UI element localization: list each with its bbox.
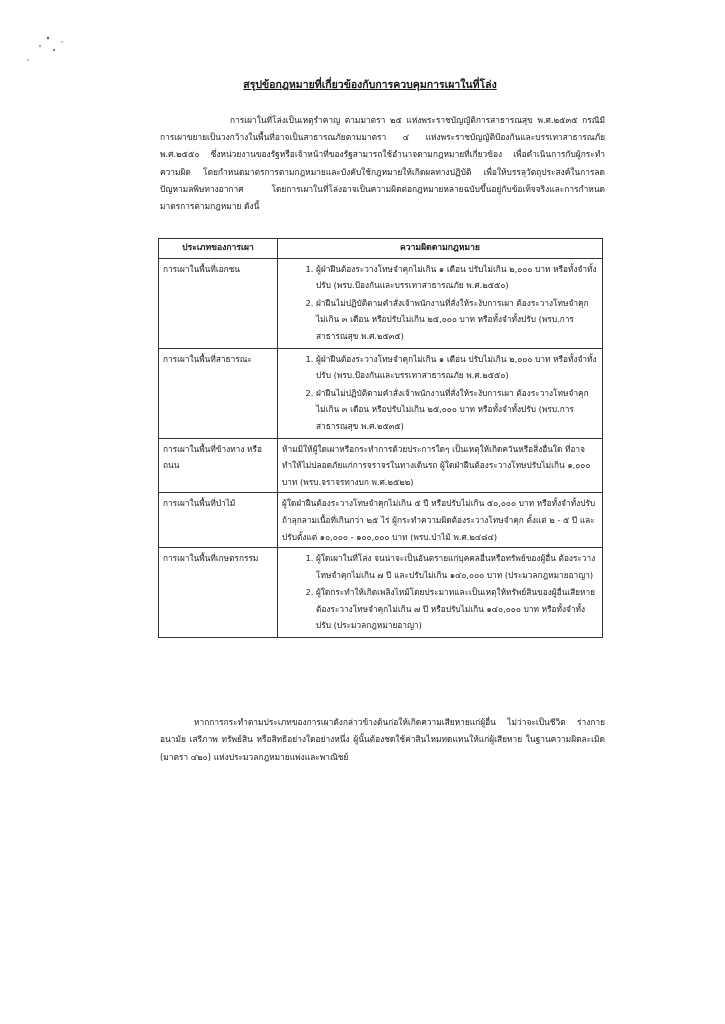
offense-cell: [278, 348, 603, 438]
table-row: [159, 348, 603, 438]
offense-cell: [278, 258, 603, 348]
offense-item: 1. ผู้ฝ่าฝืนต้องระวางโทษจำคุกไม่เกิน ๑ เดือน ปรับไม่เกิน ๒,๐๐๐ บาท หรือทั้งจำทั้งปรับ (พรบ.ป้องกันและบรรเทาสาธารณภัย พ.ศ.๒๕๕๐): [316, 351, 598, 384]
burning-type-cell: การเผาในพื้นที่เกษตรกรรม: [159, 548, 278, 638]
intro-paragraph: การเผาในที่โล่งเป็นเหตุรำคาญ ตามมาตรา ๒๕ แห่งพระราชบัญญัติการสาธารณสุข พ.ศ.๒๕๓๕ กรณีมีการเผาขยายเป็นวงกว้างในพื้นที่อาจเป็นสาธารณภัยตามมาตรา ๔ แห่งพระราชบัญญัติป้องกันและบรรเทาสาธารณภัย พ.ศ.๒๕๕๐ ซึ่งหน่วยงานของรัฐหรือเจ้าหน้าที่ของรัฐสามารถใช้อำนาจตามกฎหมายที่เกี่ยวข้อง เพื่อดำเนินการกับผู้กระทำความผิด โดยกำหนดมาตรการตามกฎหมายและบังคับใช้กฎหมายให้เกิดผลทางปฏิบัติ เพื่อให้บรรลุวัตถุประสงค์ในการลดปัญหามลพิษทางอากาศ โดยการเผาในที่โล่งอาจเป็นความผิดต่อกฎหมายหลายฉบับขึ้นอยู่กับข้อเท็จจริงและการกำหนดมาตรการตามกฎหมาย ดังนี้: [160, 115, 605, 212]
header-legal-offense: ความผิดตามกฎหมาย: [278, 239, 603, 259]
document-title: สรุปข้อกฎหมายที่เกี่ยวข้องกับการควบคุมการเผาในที่โล่ง: [243, 79, 497, 91]
offense-item: 2. ผู้ใดกระทำให้เกิดเพลิงไหม้โดยประมาทและเป็นเหตุให้ทรัพย์สินของผู้อื่นเสียหาย ต้องระวางโทษจำคุกไม่เกิน ๗ ปี หรือปรับไม่เกิน ๑๔๐,๐๐๐ บาท หรือทั้งจำทั้งปรับ (ประมวลกฎหมายอาญา): [316, 584, 598, 634]
burning-type-cell: การเผาในพื้นที่เอกชน: [159, 258, 278, 348]
table-row: [159, 548, 603, 638]
offense-item: 2. ฝ่าฝืนไม่ปฏิบัติตามคำสั่งเจ้าพนักงานที่สั่งให้ระงับการเผา ต้องระวางโทษจำคุกไม่เกิน ๓ เดือน หรือปรับไม่เกิน ๒๕,๐๐๐ บาท หรือทั้งจำทั้งปรับ (พรบ.การสาธารณสุข พ.ศ.๒๕๓๕): [316, 295, 598, 345]
burning-type-cell: การเผาในพื้นที่สาธารณะ: [159, 348, 278, 438]
table-row: [159, 438, 603, 493]
table-row: [159, 493, 603, 548]
offense-item: 1. ผู้ฝ่าฝืนต้องระวางโทษจำคุกไม่เกิน ๑ เดือน ปรับไม่เกิน ๒,๐๐๐ บาท หรือทั้งจำทั้งปรับ (พรบ.ป้องกันและบรรเทาสาธารณภัย พ.ศ.๒๕๕๐): [316, 261, 598, 294]
offense-item: 1. ผู้ใดเผาในที่โล่ง จนน่าจะเป็นอันตรายแก่บุคคลอื่นหรือทรัพย์ของผู้อื่น ต้องระวางโทษจำคุกไม่เกิน ๗ ปี และปรับไม่เกิน ๑๔๐,๐๐๐ บาท (ประมวลกฎหมายอาญา): [316, 550, 598, 583]
header-burning-type: ประเภทของการเผา: [159, 239, 278, 259]
table-row: [159, 258, 603, 348]
offense-cell: ห้ามมิให้ผู้ใดเผาหรือกระทำการด้วยประการใดๆ เป็นเหตุให้เกิดควันหรือสิ่งอื่นใด ที่อาจทำให้ไม่ปลอดภัยแก่การจราจรในทางเดินรถ ผู้ใดฝ่าฝืนต้องระวางโทษปรับไม่เกิน ๑,๐๐๐ บาท (พรบ.จราจรทางบก พ.ศ.๒๕๒๒): [278, 438, 603, 493]
offense-cell: [278, 548, 603, 638]
closing-paragraph: หากการกระทำตามประเภทของการเผาดังกล่าวข้างต้นก่อให้เกิดความเสียหายแก่ผู้อื่น ไม่ว่าจะเป็นชีวิต ร่างกาย อนามัย เสรีภาพ ทรัพย์สิน หรือสิทธิอย่างใดอย่างหนึ่ง ผู้นั้นต้องชดใช้ค่าสินไหมทดแทนให้แก่ผู้เสียหาย ในฐานความผิดละเมิด (มาตรา ๔๒๐) แห่งประมวลกฎหมายแพ่งและพาณิชย์: [160, 717, 605, 762]
offense-list: [282, 351, 598, 435]
offense-item: 2. ฝ่าฝืนไม่ปฏิบัติตามคำสั่งเจ้าพนักงานที่สั่งให้ระงับการเผา ต้องระวางโทษจำคุกไม่เกิน ๓ เดือน หรือปรับไม่เกิน ๒๕,๐๐๐ บาท หรือทั้งจำทั้งปรับ (พรบ.การสาธารณสุข พ.ศ.๒๕๓๕): [316, 385, 598, 435]
offense-list: [282, 550, 598, 634]
offense-list: [282, 261, 598, 345]
table-header-row: [159, 239, 603, 259]
law-table: [158, 238, 603, 638]
burning-type-cell: การเผาในพื้นที่ข้างทาง หรือถนน: [159, 438, 278, 493]
offense-cell: ผู้ใดฝ่าฝืนต้องระวางโทษจำคุกไม่เกิน ๕ ปี หรือปรับไม่เกิน ๕๐,๐๐๐ บาท หรือทั้งจำทั้งปรับ ถ้าลุกลามเนื้อที่เกินกว่า ๒๕ ไร่ ผู้กระทำความผิดต้องระวางโทษจำคุก ตั้งแต่ ๒ - ๕ ปี และปรับตั้งแต่ ๑๐,๐๐๐ - ๑๐๐,๐๐๐ บาท (พรบ.ป่าไม้ พ.ศ.๒๔๘๔): [278, 493, 603, 548]
scan-specks-decoration: [18, 20, 78, 80]
burning-type-cell: การเผาในพื้นที่ป่าไม้: [159, 493, 278, 548]
